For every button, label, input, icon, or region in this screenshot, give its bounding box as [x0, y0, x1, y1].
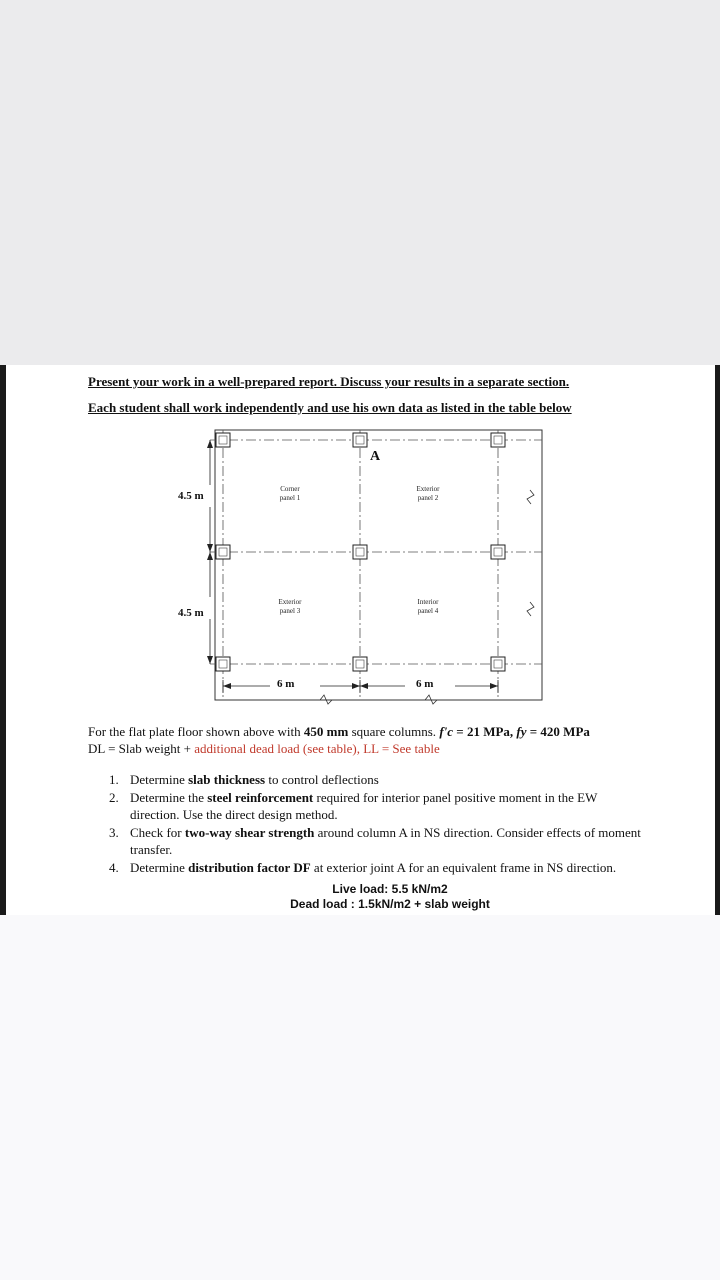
panel-label-line: Exterior	[278, 598, 302, 606]
column-size: 450 mm	[303, 724, 349, 739]
problem-line-1: For the flat plate floor shown above with 450 mm square columns. f'c = 21 MPa, fy = 420 MPa	[88, 724, 590, 739]
column	[491, 433, 505, 447]
sheet-right-edge	[715, 365, 720, 915]
break-symbols	[320, 490, 534, 704]
panel-label-line: Corner	[280, 485, 300, 493]
column	[216, 433, 230, 447]
dead-load: Dead load : 1.5kN/m2 + slab weight	[290, 897, 490, 911]
fy-value: = 420 MPa	[526, 724, 590, 739]
bottom-background	[0, 915, 720, 1280]
column-a	[353, 433, 367, 447]
panel-label-line: Exterior	[416, 485, 440, 493]
panel-label-line: panel 2	[417, 494, 439, 502]
problem-line-2: DL = Slab weight + additional dead load (see table), LL = See table	[88, 741, 440, 756]
panel-corner-1	[260, 485, 320, 503]
dimension-ns-bottom: 4.5 m	[178, 607, 204, 619]
column	[216, 657, 230, 671]
panel-label-line: Interior	[417, 598, 439, 606]
column	[216, 545, 230, 559]
floor-plan-figure	[170, 425, 550, 705]
ew-dimension-lines	[223, 680, 498, 693]
problem-statement	[88, 723, 668, 757]
dimension-ew-left: 6 m	[277, 678, 295, 690]
task-item: 4. Determine distribution factor DF at exterior joint A for an equivalent frame in NS direction.	[109, 860, 617, 875]
panel-label-line: panel 1	[279, 494, 301, 502]
column	[353, 545, 367, 559]
instruction-line-2: Each student shall work independently and use his own data as listed in the table below	[88, 400, 572, 415]
panel-exterior-3	[260, 598, 320, 616]
dimension-ew-right: 6 m	[416, 678, 434, 690]
fy-symbol: fy	[516, 724, 527, 739]
sheet-left-edge	[0, 365, 6, 915]
dimension-ns-top: 4.5 m	[178, 490, 204, 502]
column	[491, 545, 505, 559]
load-summary	[255, 882, 525, 912]
dead-load-note: additional dead load (see table), LL = See table	[194, 741, 440, 756]
top-background	[0, 0, 720, 365]
task-list	[104, 771, 644, 877]
fc-value: = 21 MPa,	[453, 724, 514, 739]
panel-label-line: panel 4	[417, 607, 439, 615]
panel-label-line: panel 3	[279, 607, 301, 615]
panel-exterior-2	[398, 485, 458, 503]
instruction-line-1: Present your work in a well-prepared report. Discuss your results in a separate section.	[88, 374, 570, 389]
task-item: 2. Determine the steel reinforcement required for interior panel positive moment in the EW direction. Use the direct design method.	[109, 790, 598, 822]
live-load: Live load: 5.5 kN/m2	[332, 882, 448, 896]
column	[353, 657, 367, 671]
task-item: 3. Check for two-way shear strength around column A in NS direction. Consider effects of moment transfer.	[109, 825, 641, 857]
column	[491, 657, 505, 671]
column-a-label: A	[370, 449, 381, 464]
panel-interior-4	[398, 598, 458, 616]
fc-symbol: f'c	[439, 724, 454, 739]
task-item: 1. Determine slab thickness to control deflections	[109, 772, 379, 787]
